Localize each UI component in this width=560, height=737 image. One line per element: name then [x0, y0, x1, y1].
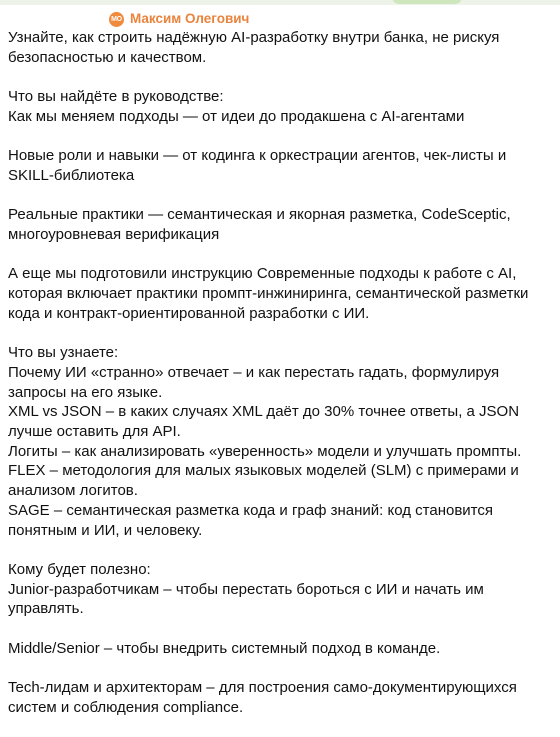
message-line: Почему ИИ «странно» отвечает – и как перестать гадать, формулируя — [8, 363, 500, 381]
message-line: Новые роли и навыки — от кодинга к оркестрации агентов, чек-листы и — [8, 147, 507, 165]
message-line: SKILL-библиотека — [8, 166, 135, 184]
message-text — [8, 28, 556, 737]
message-line: Tech-лидам и архитекторам – для построения само-документирующихся — [8, 679, 517, 697]
message-line: Middle/Senior – чтобы внедрить системный подход в команде. — [8, 639, 441, 657]
message-line: безопасностью и качеством. — [8, 48, 207, 66]
message-paragraph-intro — [8, 28, 556, 67]
sender-name[interactable]: Максим Олегович — [130, 11, 250, 26]
message-line: лучше оставить для API. — [8, 422, 181, 440]
message-line: кода и контракт-ориентированной разработки с ИИ. — [8, 304, 370, 322]
message-line: Как мы меняем подходы — от идеи до продакшена с AI-агентами — [8, 107, 465, 125]
message-paragraph-techlead — [8, 678, 556, 717]
message-paragraph-senior — [8, 639, 556, 659]
message-paragraph-roles — [8, 146, 556, 185]
message-line: которая включает практики промпт-инжиниринга, семантической разметки — [8, 285, 529, 303]
previous-message-edge — [392, 0, 462, 4]
message-line: XML vs JSON – в каких случаях XML даёт до 30% точнее ответы, а JSON — [8, 403, 520, 421]
message-paragraph-instruction — [8, 264, 556, 323]
message-line: Кому будет полезно: — [8, 560, 151, 578]
message-line: систем и соблюдения compliance. — [8, 698, 244, 716]
message-line: А еще мы подготовили инструкцию Современные подходы к работе с AI, — [8, 265, 517, 283]
message-line: Что вы узнаете: — [8, 344, 119, 362]
sender-avatar-icon[interactable]: МО — [109, 12, 124, 27]
message-line: понятным и ИИ, и человеку. — [8, 521, 203, 539]
message-paragraph-guide — [8, 87, 556, 126]
message-line: Что вы найдёте в руководстве: — [8, 88, 224, 106]
chat-background-strip — [0, 0, 560, 5]
message-line: Логиты – как анализировать «уверенность» модели и улучшать промпты. — [8, 442, 522, 460]
message-line: SAGE – семантическая разметка кода и граф знаний: код становится — [8, 501, 493, 519]
message-line: управлять. — [8, 600, 84, 618]
message-line: многоуровневая верификация — [8, 225, 220, 243]
message-paragraph-practices — [8, 205, 556, 244]
message-line: Реальные практики — семантическая и якорная разметка, CodeSceptic, — [8, 206, 511, 224]
message-line: Узнайте, как строить надёжную AI-разработку внутри банка, не рискуя — [8, 29, 500, 46]
message-line: запросы на его языке. — [8, 383, 163, 401]
message-sender[interactable] — [109, 10, 249, 28]
message-line: Junior-разработчикам – чтобы перестать бороться с ИИ и начать им — [8, 580, 484, 598]
message-paragraph-learn — [8, 343, 556, 540]
message-paragraph-audience — [8, 560, 556, 619]
message-line: FLEX – методология для малых языковых моделей (SLM) с примерами и — [8, 462, 519, 480]
message-line: анализом логитов. — [8, 482, 138, 500]
